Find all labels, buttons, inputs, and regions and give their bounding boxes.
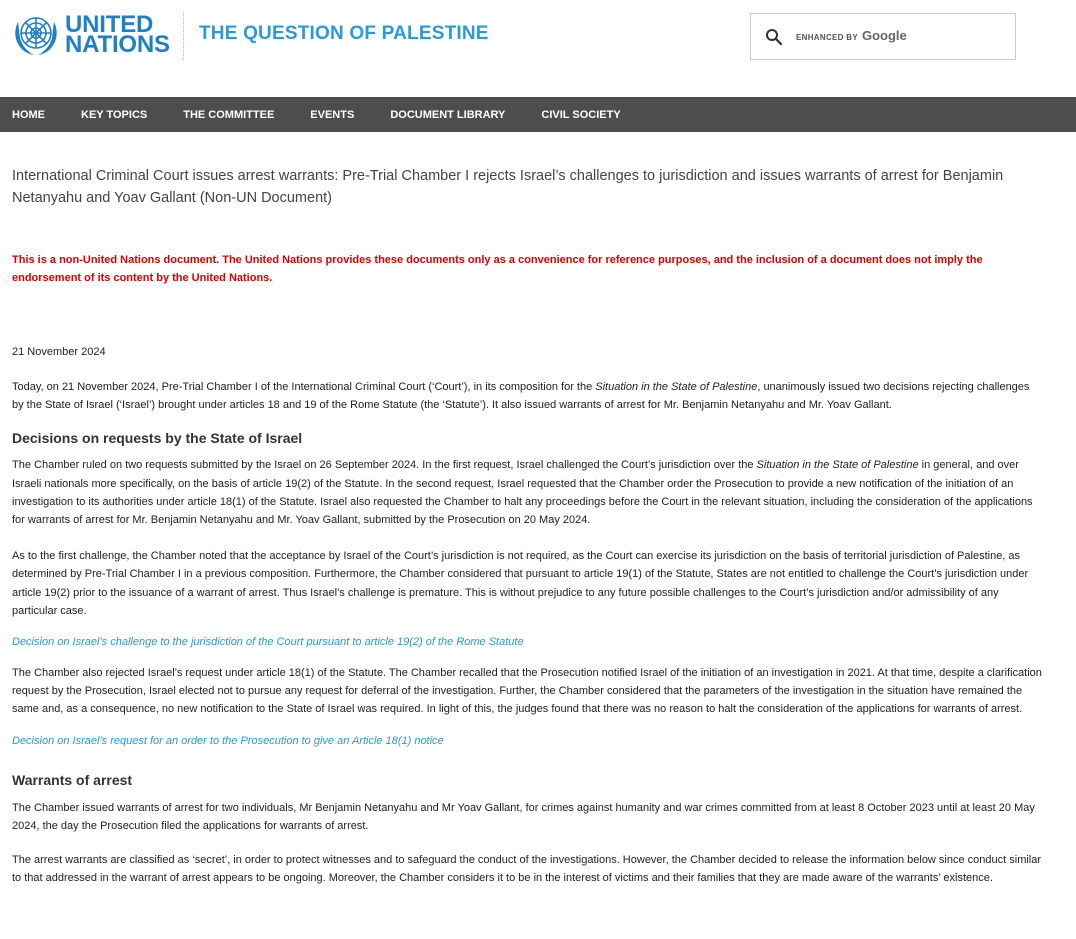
p1-text-before: The Chamber ruled on two requests submitted by the Israel on 26 September 2024. In the first request, Israel challenged the Court’s jurisdiction over the — [12, 459, 757, 472]
intro-situation-italic: Situation in the State of Palestine — [595, 381, 758, 393]
site-title-link[interactable]: THE QUESTION OF PALESTINE — [199, 23, 489, 44]
nav-item-home[interactable]: HOME — [12, 108, 45, 121]
intro-text-after: , unanimously issued two decisions rejecting challenges by the State of Israel (‘Israel’) brought under articles 18 and 19 of the Rome Statute (the ‘Statute’). It also issued warrants of arrest for Mr. Benjamin Netanyahu and Mr. Yoav Gallant. — [12, 381, 1030, 412]
logo-line-united: UNITED — [65, 11, 154, 38]
document-title: International Criminal Court issues arrest warrants: Pre-Trial Chamber I rejects Israel’s challenges to jurisdiction and issues warrants of arrest for Benjamin Netanyahu and Yoav Gallant (Non-UN Document) — [12, 168, 1004, 206]
p1-text-after: in general, and over Israeli nationals more specifically, on the basis of article 19(2) of the Statute. In the second request, Israel requested that the Chamber order the Prosecution to provide a new notification of the initiation of an investigation to its authorities under article 18(1) of the Statute. Israel also requested the Chamber to halt any proceedings before the Court in the relevant situation, including the consideration of the applications for warrants of arrest for Mr. Benjamin Netanyahu and Mr. Yoav Gallant, submitted by the Prosecution on 20 May 2024. — [12, 459, 1033, 527]
google-label: Google — [861, 28, 907, 43]
link-decision-jurisdiction[interactable]: Decision on Israel’s challenge to the jurisdiction of the Court pursuant to article 19(2) of the Rome Statute — [12, 636, 524, 649]
paragraph-warrants-secret: The arrest warrants are classified as ‘secret’, in order to protect witnesses and to safeguard the conduct of the investigations. However, the Chamber decided to release the information below since conduct similar to that addressed in the warrant of arrest appears to be ongoing. Moreover, the Chamber considers it to be in the interest of victims and their families that they are made aware of the warrants’ existence. — [12, 854, 1042, 885]
publication-date: 21 November 2024 — [12, 346, 106, 358]
p1-situation-italic: Situation in the State of Palestine — [756, 459, 919, 472]
un-logo-link[interactable] — [12, 12, 170, 58]
heading-decisions: Decisions on requests by the State of Israel — [12, 430, 303, 447]
main-navigation — [0, 97, 1076, 132]
search-box[interactable] — [750, 13, 1016, 60]
non-un-disclaimer: This is a non-United Nations document. The United Nations provides these documents only as a convenience for reference purposes, and the inclusion of a document does not imply the endorsement of its content by the United Nations. — [12, 254, 983, 284]
search-icon[interactable] — [765, 28, 783, 46]
intro-paragraph — [12, 378, 1042, 414]
paragraph-warrants-issued: The Chamber issued warrants of arrest for two individuals, Mr Benjamin Netanyahu and Mr Yoav Gallant, for crimes against humanity and war crimes committed from at least 8 October 2023 until at least 20 May 2024, the day the Prosecution filed the applications for warrants of arrest. — [12, 801, 1035, 832]
nav-item-document-library[interactable]: DOCUMENT LIBRARY — [390, 108, 506, 121]
heading-warrants: Warrants of arrest — [12, 771, 133, 788]
nav-item-key-topics[interactable]: KEY TOPICS — [81, 108, 148, 121]
nav-item-the-committee[interactable]: THE COMMITTEE — [183, 108, 275, 121]
link-decision-article-18[interactable]: Decision on Israel’s request for an order to the Prosecution to give an Article 18(1) notice — [12, 734, 444, 747]
intro-text-before: Today, on 21 November 2024, Pre-Trial Chamber I of the International Criminal Court (‘Court’), in its composition for the — [12, 381, 596, 393]
site-header — [0, 0, 1076, 97]
paragraph-requests — [12, 456, 1042, 529]
header-divider — [183, 13, 184, 60]
nav-item-events[interactable]: EVENTS — [310, 108, 355, 121]
un-emblem-icon — [12, 12, 60, 58]
article-content — [12, 165, 1042, 887]
nav-item-civil-society[interactable]: CIVIL SOCIETY — [541, 108, 621, 121]
logo-line-nations: NATIONS — [65, 31, 170, 58]
search-input[interactable] — [795, 26, 1005, 48]
paragraph-first-challenge: As to the first challenge, the Chamber noted that the acceptance by Israel of the Court’s jurisdiction is not required, as the Court can exercise its jurisdiction on the basis of territorial jurisdiction of Palestine, as determined by Pre-Trial Chamber I in a previous composition. Furthermore, the Chamber considered that pursuant to article 19(1) of the Statute, States are not entitled to challenge the Court’s jurisdiction under article 19(2) prior to the issuance of a warrant of arrest. Thus Israel’s challenge is premature. This is without prejudice to any future possible challenges to the Court’s jurisdiction and/or admissibility of any particular case. — [12, 550, 1029, 617]
paragraph-article-18: The Chamber also rejected Israel’s request under article 18(1) of the Statute. The Chamber recalled that the Prosecution notified Israel of the initiation of an investigation in 2021. At that time, despite a clarification request by the Prosecution, Israel elected not to pursue any request for deferral of the investigation. Further, the Chamber considered that the parameters of the investigation in the situation have remained the same and, as a consequence, no new notification to the State of Israel was required. In light of this, the judges found that there was no reason to halt the consideration of the applications for warrants of arrest. — [12, 667, 1042, 716]
un-wordmark — [65, 11, 170, 58]
enhanced-by-label: ENHANCED BY — [796, 33, 858, 42]
